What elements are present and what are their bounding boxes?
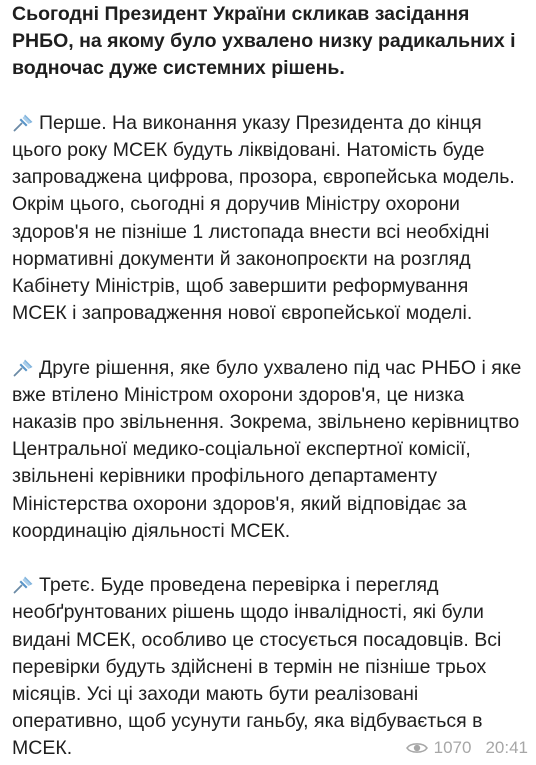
paragraph-text: Третє. Буде проведена перевірка і перегляд необґрунтованих рішень щодо інвалідності, які були видані МСЕК, особливо це стосується посадовців. Всі перевірки будуть здійснені в термін не пізніше трьох місяців. Усі ці заходи мають бути реалізовані оперативно, щоб усунути ганьбу, яка відбувається в МСЕК.: [12, 574, 502, 760]
paragraph-text: Перше. На виконання указу Президента до кінця цього року МСЕК будуть ліквідовані. Натомість буде запроваджена цифрова, прозора, європейська модель. Окрім цього, сьогодні я доручив Міністру охорони здоров'я не пізніше 1 листопада внести всі необхідні нормативні документи й законопроєкти на розгляд Кабінету Міністрів, щоб завершити реформування МСЕК і запровадження нової європейської моделі.: [12, 111, 515, 325]
pushpin-icon: [12, 112, 36, 132]
pushpin-icon: [12, 357, 36, 377]
message-meta: [406, 738, 528, 758]
message-headline: Сьогодні Президент України скликав засідання РНБО, на якому було ухвалено низку радикальних і водночас дуже системних рішень.: [12, 3, 516, 80]
paragraph-spacer: [12, 327, 528, 354]
paragraph-spacer: [12, 83, 528, 110]
view-count: 1070: [433, 738, 472, 757]
message-time: 20:41: [485, 738, 528, 757]
paragraph-spacer: [12, 545, 528, 572]
pushpin-icon: [12, 574, 36, 594]
message-paragraph-2: [12, 355, 528, 545]
eye-icon: [406, 741, 428, 755]
message-bubble: [12, 0, 528, 763]
message-paragraph-3: [12, 572, 528, 762]
paragraph-text: Друге рішення, яке було ухвалено під час РНБО і яке вже втілено Міністром охорони здоров'я, це низка наказів про звільнення. Зокрема, звільнено керівництво Центральної медико-соціальної експертної комісії, звільнені керівники профільного департаменту Міністерства охорони здоров'я, який відповідає за координацію діяльності МСЕК.: [12, 356, 522, 542]
message-paragraph-1: [12, 110, 528, 328]
